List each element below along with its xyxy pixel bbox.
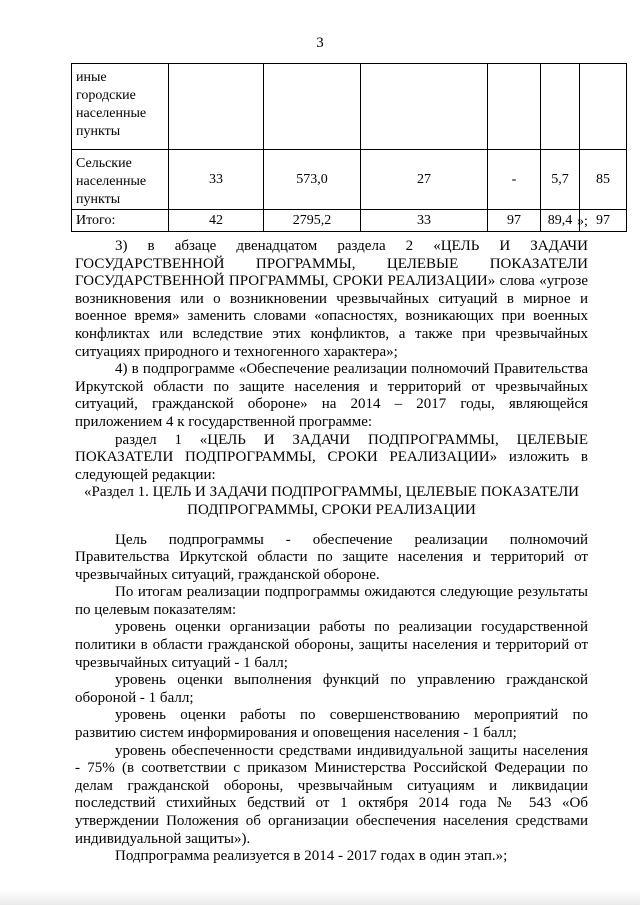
table-cell [361, 64, 488, 150]
paragraph-indicator-1: уровень оценки организации работы по реализации государственной политики в области гражданской обороны, защиты населения и территорий от чрезвычайных ситуаций - 1 балл; [75, 619, 588, 671]
paragraph-section-1: раздел 1 «ЦЕЛЬ И ЗАДАЧИ ПОДПРОГРАММЫ, ЦЕЛЕВЫЕ ПОКАЗАТЕЛИ ПОДПРОГРАММЫ, СРОКИ РЕАЛИЗАЦИИ» изложить в следующей редакции: [75, 431, 588, 483]
paragraph-indicator-4: уровень обеспеченности средствами индивидуальной защиты населения - 75% (в соответствии с приказом Министерства Российской Федерации по делам гражданской обороны, чрезвычайным ситуациям и ликвидации последствий стихийных бедствий от 1 октября 2014 года № 543 «Об утверждении Положения об организации обеспечения населения средствами индивидуальной защиты»). [75, 742, 588, 847]
row-label: Сельские населенные пункты [72, 150, 169, 210]
table-cell [488, 64, 541, 150]
table-cell: 97 [580, 210, 627, 232]
table-cell: 85 [580, 150, 627, 210]
paragraph-item-3: 3) в абзаце двенадцатом раздела 2 «ЦЕЛЬ И ЗАДАЧИ ГОСУДАРСТВЕННОЙ ПРОГРАММЫ, ЦЕЛЕВЫЕ ПОКАЗАТЕЛИ ГОСУДАРСТВЕННОЙ ПРОГРАММЫ, СРОКИ РЕАЛИЗАЦИИ» слова «угрозе возникновения или о возникновении чрезвычайных ситуаций в мирное и военное время» заменить словами «опасностях, возникающих при военных конфликтах или вследствие этих конфликтов, а также при чрезвычайных ситуациях природного и техногенного характера»; [75, 238, 588, 360]
table-cell: - [488, 150, 541, 210]
table-cell: 33 [169, 150, 264, 210]
row-label: Итого: [72, 210, 169, 232]
paragraph-indicator-3: уровень оценки работы по совершенствованию мероприятий по развитию систем информирования и оповещения населения - 1 балл; [75, 707, 588, 742]
row-label: иные городские населенные пункты [72, 64, 169, 150]
table-cell: 89,4 [541, 210, 580, 232]
table-cell [264, 64, 361, 150]
section-heading: «Раздел 1. ЦЕЛЬ И ЗАДАЧИ ПОДПРОГРАММЫ, ЦЕЛЕВЫЕ ПОКАЗАТЕЛИ ПОДПРОГРАММЫ, СРОКИ РЕАЛИЗАЦИИ [83, 484, 579, 518]
table-cell [541, 64, 580, 150]
page-number: 3 [316, 35, 324, 51]
table-cell: 5,7 [541, 150, 580, 210]
paragraph-indicator-2: уровень оценки выполнения функций по управлению гражданской обороной - 1 балл; [75, 672, 588, 706]
paragraph-results-intro: По итогам реализации подпрограммы ожидаются следующие результаты по целевым показателям: [75, 584, 588, 618]
table-cell: 2795,2 [264, 210, 361, 232]
table-cell: 42 [169, 210, 264, 232]
paragraph-period: Подпрограмма реализуется в 2014 - 2017 годах в один этап.»; [115, 848, 508, 865]
table-cell [169, 64, 264, 150]
table-cell: 33 [361, 210, 488, 232]
table-cell [580, 64, 627, 150]
data-table [71, 63, 627, 232]
table-cell: 27 [361, 150, 488, 210]
table-closing-quote: »; [577, 214, 588, 229]
table-cell: 97 [488, 210, 541, 232]
table-row [72, 64, 627, 150]
document-body [75, 238, 588, 866]
paragraph-goal: Цель подпрограммы - обеспечение реализации полномочий Правительства Иркутской области по защите населения и территорий от чрезвычайных ситуаций, гражданской обороне. [75, 531, 588, 583]
table-row [72, 210, 627, 232]
table-cell: 573,0 [264, 150, 361, 210]
paragraph-item-4: 4) в подпрограмме «Обеспечение реализации полномочий Правительства Иркутской области по защите населения и территорий от чрезвычайных ситуаций, гражданской обороне» на 2014 – 2017 годы, являющейся приложением 4 к государственной программе: [75, 361, 588, 430]
scan-edge [0, 890, 640, 905]
table-row [72, 150, 627, 210]
